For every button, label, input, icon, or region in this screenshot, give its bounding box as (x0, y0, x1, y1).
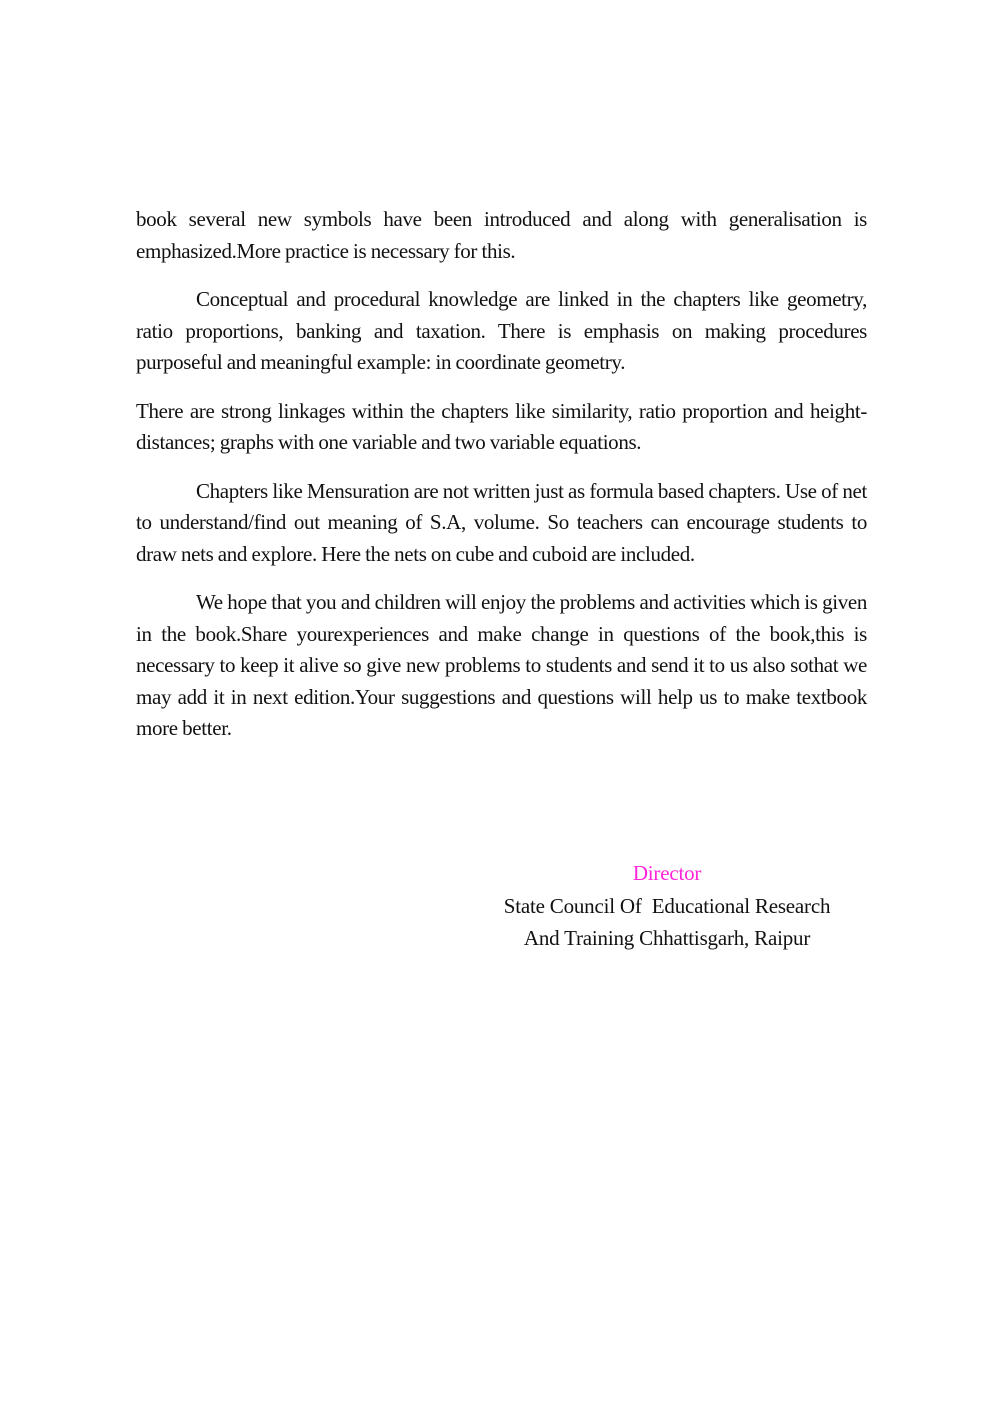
paragraph-closing-hope: We hope that you and children will enjoy the problems and activities which is given in the book.Share yourexperiences and make change in questions of the book,this is necessary to keep it alive so give new problems to students and send it to us also sothat we may add it in next edition.Your suggestions and questions will help us to make textbook more better. (136, 590, 867, 740)
paragraph-conceptual-procedural: Conceptual and procedural knowledge are linked in the chapters like geometry, ratio proportions, banking and taxation. There is emphasis on making procedures purposeful and meaningful example: in coordinate geometry. (136, 287, 867, 374)
signature-role: Director (632, 861, 702, 885)
signature-org-line-1: State Council Of Educational Research (503, 893, 831, 918)
signature-block (466, 857, 868, 955)
paragraph-symbols-generalisation: book several new symbols have been introduced and along with generalisation is emphasized.More practice is necessary for this. (136, 207, 867, 263)
document-body (136, 204, 867, 762)
signature-org-line-2: And Training Chhattisgarh, Raipur (523, 926, 811, 950)
paragraph-mensuration: Chapters like Mensuration are not written just as formula based chapters. Use of net to understand/find out meaning of S.A, volume. So teachers can encourage students to draw nets and explore. Here the nets on cube and cuboid are included. (136, 478, 867, 566)
paragraph-chapter-linkages: There are strong linkages within the chapters like similarity, ratio proportion and height-distances; graphs with one variable and two variable equations. (136, 398, 867, 454)
